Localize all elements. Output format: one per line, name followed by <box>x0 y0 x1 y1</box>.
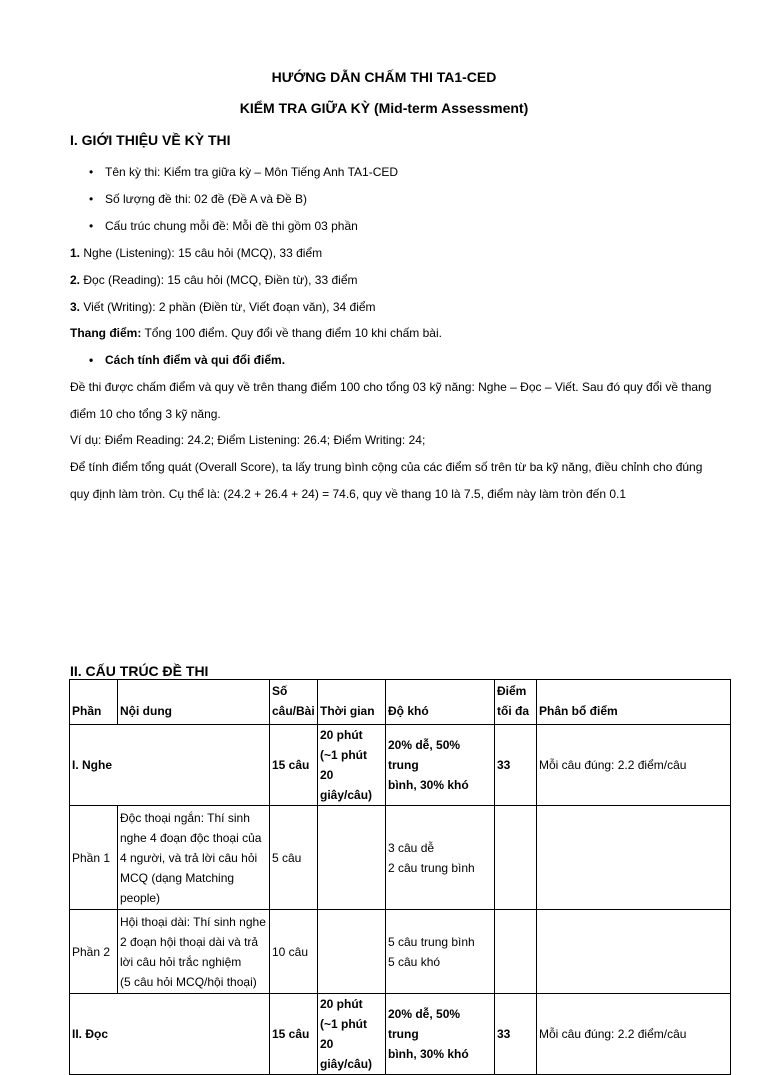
part-number: 1. <box>70 246 81 260</box>
part-text: Nghe (Listening): 15 câu hỏi (MCQ), 33 điểm <box>80 246 323 260</box>
exam-structure-table <box>69 679 731 1075</box>
part-text: Đọc (Reading): 15 câu hỏi (MCQ, Điền từ), 33 điểm <box>80 273 358 287</box>
cell-thoigian: 20 phút (~1 phút 20 giây/câu) <box>318 994 386 1075</box>
cell-noidung: Hội thoại dài: Thí sinh nghe 2 đoạn hội thoại dài và trả lời câu hỏi trắc nghiệm (5 câu hỏi MCQ/hội thoại) <box>118 910 270 994</box>
part-number: 3. <box>70 300 81 314</box>
part-reading-line <box>70 273 358 287</box>
cell-socau: 5 câu <box>270 806 318 910</box>
score-paragraph-line-1: Đề thi được chấm điểm và quy về trên thang điểm 100 cho tổng 03 kỹ năng: Nghe – Đọc – Viết. Sau đó quy đổi về thang <box>70 380 712 394</box>
header-phan: Phần <box>70 680 118 725</box>
bullet-score-calc: • Cách tính điểm và qui đổi điểm. <box>105 353 285 367</box>
header-socau: Số câu/Bài <box>270 680 318 725</box>
cell-thoigian <box>318 910 386 994</box>
cell-dokho: 20% dễ, 50% trung bình, 30% khó <box>386 725 495 806</box>
cell-dokho: 3 câu dễ 2 câu trung bình <box>386 806 495 910</box>
cell-diem <box>495 806 537 910</box>
cell-phanbo <box>537 910 731 994</box>
header-diem: Điểm tối đa <box>495 680 537 725</box>
cell-phan: II. Đọc <box>70 994 270 1075</box>
overall-paragraph-line-1: Để tính điểm tổng quát (Overall Score), ta lấy trung bình cộng của các điểm số trên từ ba kỹ năng, điều chỉnh cho đúng <box>70 460 703 474</box>
part-text: Viết (Writing): 2 phần (Điền từ, Viết đoạn văn), 34 điểm <box>80 300 376 314</box>
bullet-exam-count: • Số lượng đề thi: 02 đề (Đề A và Đề B) <box>105 192 307 206</box>
score-paragraph-line-2: điểm 10 cho tổng 3 kỹ năng. <box>70 407 221 421</box>
header-phanbo: Phân bổ điểm <box>537 680 731 725</box>
cell-phanbo: Mỗi câu đúng: 2.2 điểm/câu <box>537 725 731 806</box>
cell-socau: 15 câu <box>270 994 318 1075</box>
cell-phan: I. Nghe <box>70 725 270 806</box>
cell-thoigian: 20 phút (~1 phút 20 giây/câu) <box>318 725 386 806</box>
cell-phanbo: Mỗi câu đúng: 2.2 điểm/câu <box>537 994 731 1075</box>
bullet-exam-structure: • Cấu trúc chung mỗi đề: Mỗi đề thi gồm 03 phần <box>105 219 358 233</box>
cell-dokho: 20% dễ, 50% trung bình, 30% khó <box>386 994 495 1075</box>
scale-text: Tổng 100 điểm. Quy đổi về thang điểm 10 khi chấm bài. <box>141 326 442 340</box>
part-listening-line <box>70 246 322 260</box>
part-writing-line <box>70 300 376 314</box>
cell-socau: 10 câu <box>270 910 318 994</box>
table-header-row <box>70 680 731 725</box>
cell-phan: Phần 1 <box>70 806 118 910</box>
example-line: Ví dụ: Điểm Reading: 24.2; Điểm Listening: 26.4; Điểm Writing: 24; <box>70 433 426 447</box>
table-row-part1 <box>70 806 731 910</box>
cell-diem: 33 <box>495 994 537 1075</box>
section-1-heading: I. GIỚI THIỆU VỀ KỲ THI <box>70 132 231 148</box>
table-row-nghe <box>70 725 731 806</box>
part-number: 2. <box>70 273 81 287</box>
scale-line <box>70 326 442 340</box>
table-row-doc <box>70 994 731 1075</box>
header-noidung: Nội dung <box>118 680 270 725</box>
section-2-heading: II. CẤU TRÚC ĐỀ THI <box>70 663 209 679</box>
scale-label: Thang điểm: <box>70 326 142 340</box>
header-thoigian: Thời gian <box>318 680 386 725</box>
document-subtitle: KIỂM TRA GIỮA KỲ (Mid-term Assessment) <box>239 100 529 116</box>
cell-socau: 15 câu <box>270 725 318 806</box>
cell-phanbo <box>537 806 731 910</box>
cell-diem: 33 <box>495 725 537 806</box>
cell-thoigian <box>318 806 386 910</box>
header-dokho: Độ khó <box>386 680 495 725</box>
table-row-part2 <box>70 910 731 994</box>
cell-dokho: 5 câu trung bình 5 câu khó <box>386 910 495 994</box>
cell-phan: Phần 2 <box>70 910 118 994</box>
cell-noidung: Độc thoại ngắn: Thí sinh nghe 4 đoạn độc thoại của 4 người, và trả lời câu hỏi MCQ (dạng Matching people) <box>118 806 270 910</box>
document-title: HƯỚNG DẪN CHẤM THI TA1-CED <box>271 69 497 85</box>
overall-paragraph-line-2: quy định làm tròn. Cụ thể là: (24.2 + 26.4 + 24) = 74.6, quy về thang 10 là 7.5, điểm này làm tròn đến 0.1 <box>70 487 627 501</box>
bullet-exam-name: • Tên kỳ thi: Kiểm tra giữa kỳ – Môn Tiếng Anh TA1-CED <box>105 165 398 179</box>
cell-diem <box>495 910 537 994</box>
